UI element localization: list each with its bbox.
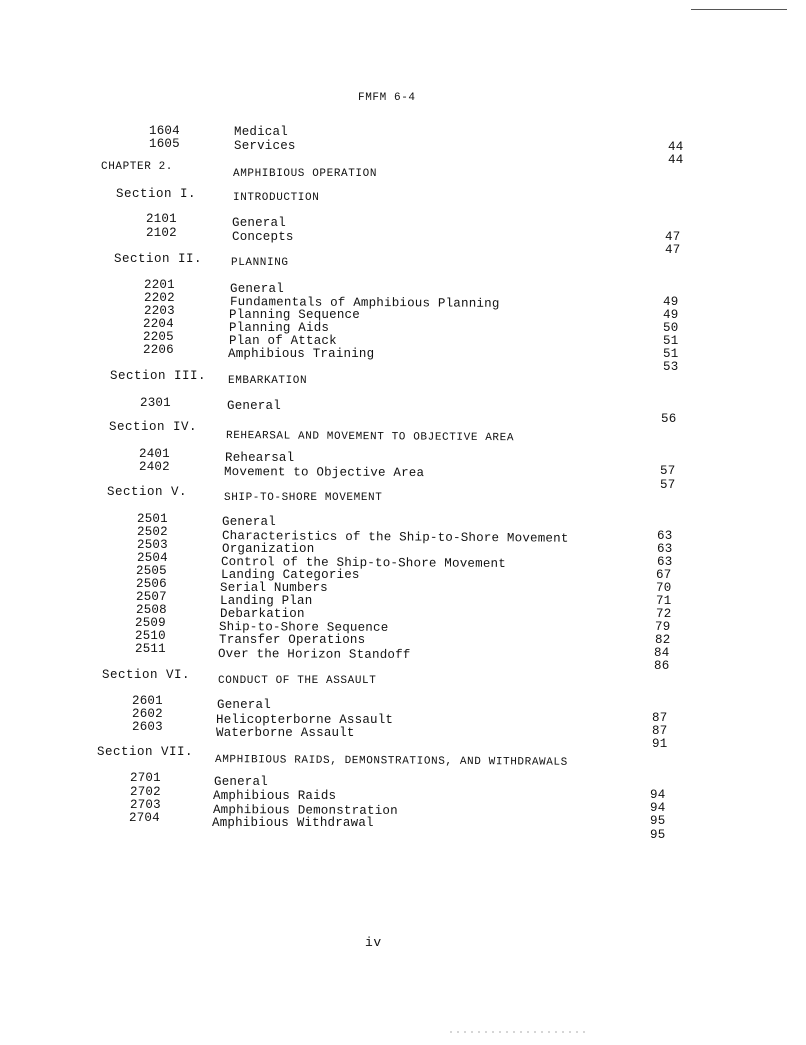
page-header: FMFM 6-4 bbox=[358, 92, 416, 104]
entry-page: 51 bbox=[663, 347, 679, 361]
entry-title: Control of the Ship-to-Shore Movement bbox=[220, 555, 506, 571]
entry-number: 2504 bbox=[137, 551, 168, 565]
entry-page: 70 bbox=[656, 581, 672, 595]
section-heading: PLANNING bbox=[231, 257, 289, 269]
entry-number: 2502 bbox=[137, 525, 168, 539]
entry-title: Helicopterborne Assault bbox=[216, 713, 394, 727]
entry-number: 2204 bbox=[143, 317, 174, 331]
entry-page: 47 bbox=[665, 243, 681, 257]
entry-title: Rehearsal bbox=[225, 451, 295, 465]
section-label: Section VII. bbox=[97, 745, 194, 759]
section-heading: AMPHIBIOUS RAIDS, DEMONSTRATIONS, AND WITHDRAWALS bbox=[214, 754, 568, 769]
entry-title: Over the Horizon Standoff bbox=[217, 647, 411, 663]
entry-title: Amphibious Training bbox=[228, 347, 375, 361]
entry-number: 2511 bbox=[135, 642, 166, 656]
entry-number: 2503 bbox=[137, 538, 168, 552]
entry-page: 49 bbox=[663, 295, 679, 309]
entry-number: 2202 bbox=[144, 291, 175, 305]
entry-number: 2206 bbox=[143, 343, 174, 357]
section-label: Section II. bbox=[114, 252, 203, 266]
entry-title: Fundamentals of Amphibious Planning bbox=[229, 295, 500, 311]
entry-number: 2704 bbox=[129, 811, 160, 825]
entry-page: 56 bbox=[661, 412, 677, 426]
entry-number: 2703 bbox=[130, 798, 161, 812]
entry-page: 63 bbox=[657, 555, 673, 569]
entry-number: 2203 bbox=[144, 304, 175, 318]
entry-title: Concepts bbox=[232, 230, 294, 244]
entry-title: Movement to Objective Area bbox=[223, 465, 425, 481]
entry-page: 44 bbox=[668, 140, 684, 154]
entry-title: Amphibious Demonstration bbox=[212, 803, 398, 818]
entry-page: 71 bbox=[656, 594, 672, 608]
entry-page: 63 bbox=[657, 529, 673, 543]
entry-page: 91 bbox=[652, 737, 668, 751]
entry-title: General bbox=[230, 282, 284, 296]
entry-title: Waterborne Assault bbox=[216, 726, 355, 740]
entry-number: 2102 bbox=[146, 226, 177, 240]
scan-specks bbox=[450, 1031, 585, 1033]
entry-number: 1605 bbox=[149, 137, 180, 151]
entry-number: 2402 bbox=[139, 460, 170, 474]
entry-number: 2509 bbox=[135, 616, 166, 630]
entry-page: 51 bbox=[663, 334, 679, 348]
entry-page: 95 bbox=[650, 814, 666, 828]
entry-title: Landing Plan bbox=[220, 594, 313, 608]
entry-page: 94 bbox=[650, 788, 666, 802]
section-label: Section I. bbox=[116, 187, 197, 201]
entry-page: 72 bbox=[656, 607, 672, 621]
section-heading: REHEARSAL AND MOVEMENT TO OBJECTIVE AREA bbox=[225, 430, 515, 445]
section-label: Section VI. bbox=[102, 668, 191, 682]
entry-page: 63 bbox=[657, 542, 673, 556]
entry-number: 2702 bbox=[130, 785, 161, 799]
entry-title: Transfer Operations bbox=[219, 633, 366, 647]
entry-page: 87 bbox=[652, 711, 668, 725]
section-label: Section V. bbox=[107, 485, 188, 499]
entry-title: Services bbox=[234, 139, 296, 153]
entry-page: 84 bbox=[654, 646, 670, 660]
chapter-label: CHAPTER 2. bbox=[101, 161, 174, 173]
entry-page: 53 bbox=[663, 360, 679, 374]
entry-page: 94 bbox=[650, 801, 666, 815]
entry-page: 57 bbox=[660, 478, 676, 492]
entry-title: Characteristics of the Ship-to-Shore Movement bbox=[221, 529, 569, 546]
entry-page: 49 bbox=[663, 308, 679, 322]
entry-title: Serial Numbers bbox=[220, 581, 328, 595]
entry-title: General bbox=[222, 515, 276, 529]
entry-page: 67 bbox=[656, 568, 672, 582]
entry-title: Debarkation bbox=[220, 607, 305, 621]
section-heading: EMBARKATION bbox=[228, 375, 308, 387]
entry-title: Amphibious Raids bbox=[213, 789, 337, 803]
entry-number: 2201 bbox=[144, 278, 175, 292]
entry-page: 82 bbox=[655, 633, 671, 647]
entry-number: 2602 bbox=[132, 707, 163, 721]
entry-title: Organization bbox=[222, 542, 315, 556]
entry-number: 2301 bbox=[140, 396, 171, 410]
entry-title: Planning Aids bbox=[229, 321, 330, 335]
entry-number: 2508 bbox=[136, 603, 167, 617]
entry-number: 2507 bbox=[136, 590, 167, 604]
entry-page: 47 bbox=[665, 230, 681, 244]
entry-title: Plan of Attack bbox=[229, 334, 337, 348]
page-footer: iv bbox=[365, 935, 382, 950]
entry-page: 86 bbox=[654, 659, 670, 673]
entry-number: 2701 bbox=[130, 771, 161, 785]
entry-title: Amphibious Withdrawal bbox=[212, 816, 374, 830]
entry-page: 95 bbox=[650, 828, 666, 842]
entry-number: 1604 bbox=[149, 124, 180, 138]
entry-title: Landing Categories bbox=[221, 568, 360, 582]
entry-page: 57 bbox=[660, 464, 676, 478]
entry-number: 2101 bbox=[146, 212, 177, 226]
entry-page: 87 bbox=[652, 724, 668, 738]
entry-number: 2603 bbox=[132, 720, 163, 734]
entry-title: General bbox=[232, 216, 286, 230]
entry-title: Medical bbox=[234, 125, 288, 139]
section-heading: SHIP-TO-SHORE MOVEMENT bbox=[224, 492, 383, 504]
top-rule bbox=[691, 9, 787, 10]
entry-page: 44 bbox=[668, 153, 684, 167]
entry-title: General bbox=[227, 399, 281, 413]
entry-number: 2205 bbox=[143, 330, 174, 344]
entry-number: 2401 bbox=[139, 447, 170, 461]
entry-number: 2505 bbox=[136, 564, 167, 578]
entry-number: 2506 bbox=[136, 577, 167, 591]
entry-title: General bbox=[214, 775, 268, 789]
entry-page: 79 bbox=[655, 620, 671, 634]
section-label: Section IV. bbox=[109, 420, 198, 434]
entry-title: Ship-to-Shore Sequence bbox=[218, 620, 389, 635]
chapter-heading: AMPHIBIOUS OPERATION bbox=[233, 168, 378, 180]
entry-number: 2510 bbox=[135, 629, 166, 643]
section-heading: CONDUCT OF THE ASSAULT bbox=[218, 675, 377, 687]
section-heading: INTRODUCTION bbox=[233, 192, 320, 204]
entry-page: 50 bbox=[663, 321, 679, 335]
entry-title: General bbox=[217, 698, 271, 712]
section-label: Section III. bbox=[110, 369, 207, 383]
entry-number: 2501 bbox=[137, 512, 168, 526]
entry-title: Planning Sequence bbox=[229, 308, 360, 322]
entry-number: 2601 bbox=[132, 694, 163, 708]
